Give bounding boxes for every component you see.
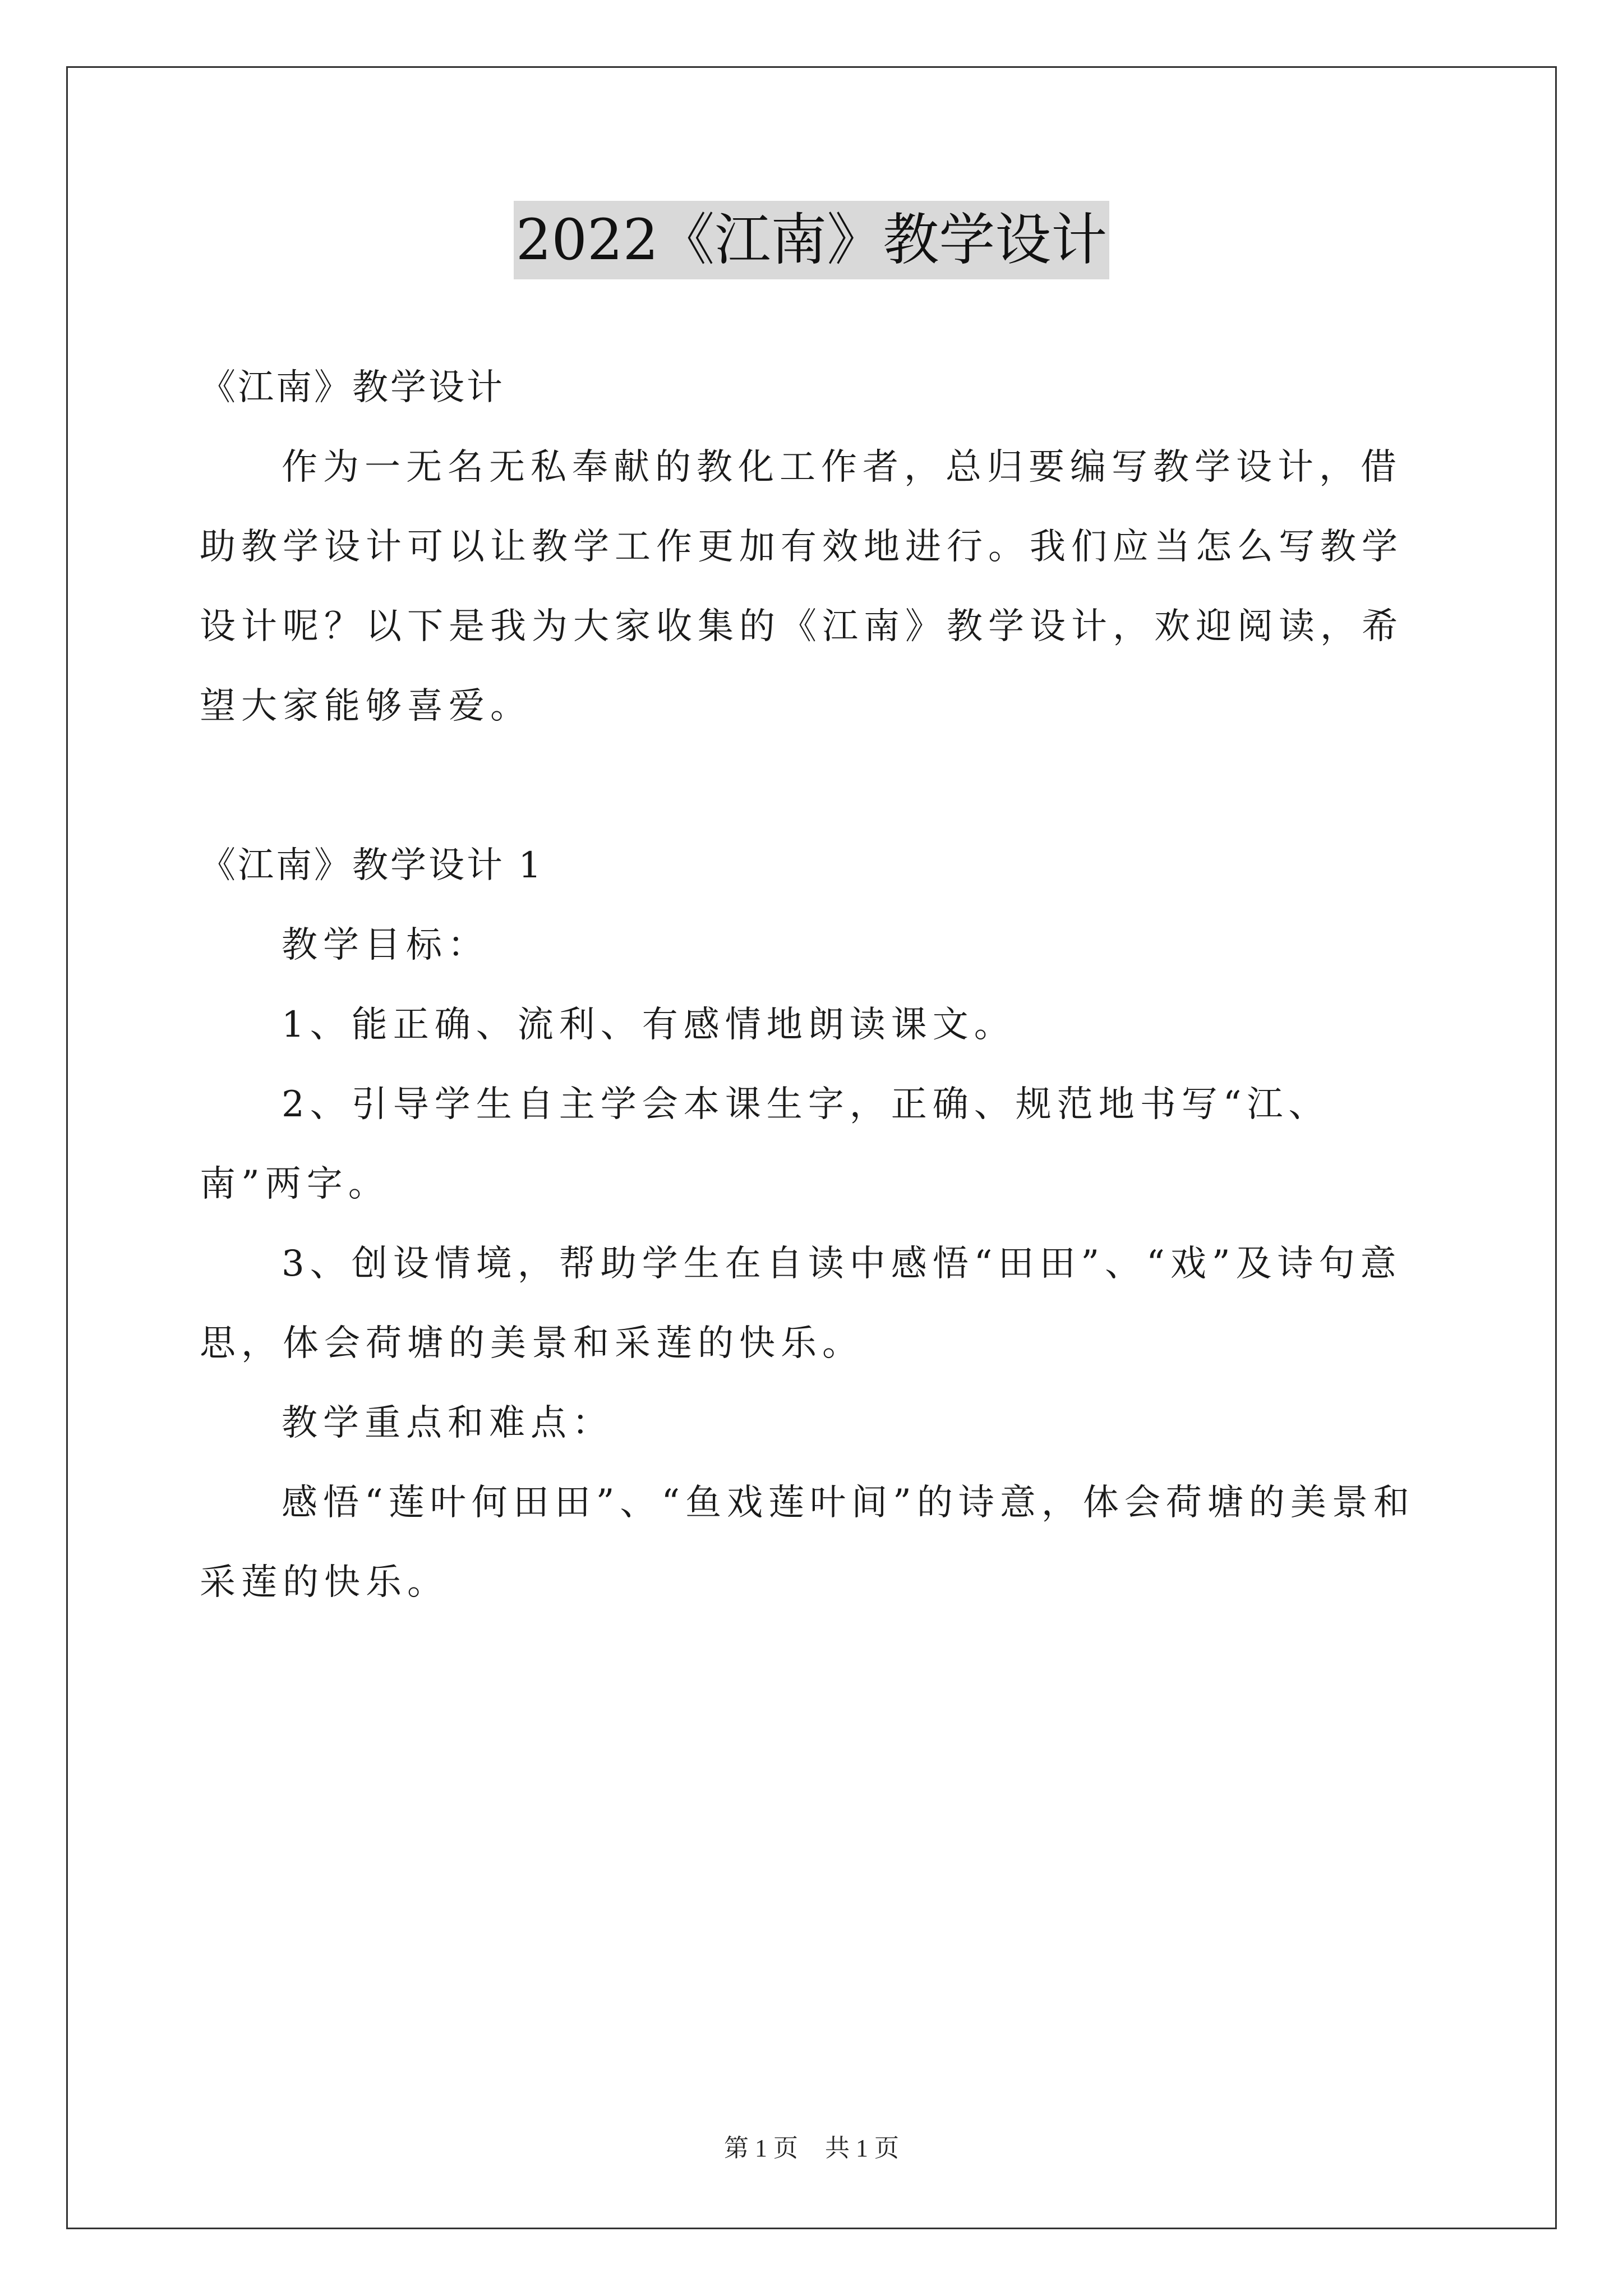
- document-title: 2022《江南》教学设计: [514, 201, 1110, 279]
- page-number-total: 共 1 页: [825, 2134, 899, 2162]
- key-points-label: 教学重点和难点：: [282, 1402, 614, 1444]
- key-points-text: 感悟“莲叶何田田”、“鱼戏莲叶间”的诗意，体会荷塘的美景和采莲的快乐。: [200, 1482, 1415, 1603]
- spacer: [200, 746, 1428, 826]
- title-container: [0, 201, 1623, 279]
- page-footer: [0, 2132, 1623, 2165]
- page-number-current: 第 1 页: [724, 2134, 798, 2162]
- objective-1: 1、能正确、流利、有感情地朗读课文。: [282, 1004, 1016, 1046]
- intro-paragraph: 作为一无名无私奉献的教化工作者，总归要编写教学设计，借助教学设计可以让教学工作更加有效地进行。我们应当怎么写教学设计呢？以下是我为大家收集的《江南》教学设计，欢迎阅读，希望大家能够喜爱。: [200, 447, 1403, 727]
- subtitle: 《江南》教学设计: [200, 367, 505, 408]
- objectives-label: 教学目标：: [282, 924, 489, 966]
- document-body: [200, 348, 1428, 1622]
- objective-3: 3、创设情境，帮助学生在自读中感悟“田田”、“戏”及诗句意思，体会荷塘的美景和采莲的快乐。: [200, 1243, 1402, 1364]
- section-heading: 《江南》教学设计 1: [200, 845, 544, 886]
- objective-2: 2、引导学生自主学会本课生字，正确、规范地书写“江、南”两字。: [200, 1084, 1330, 1205]
